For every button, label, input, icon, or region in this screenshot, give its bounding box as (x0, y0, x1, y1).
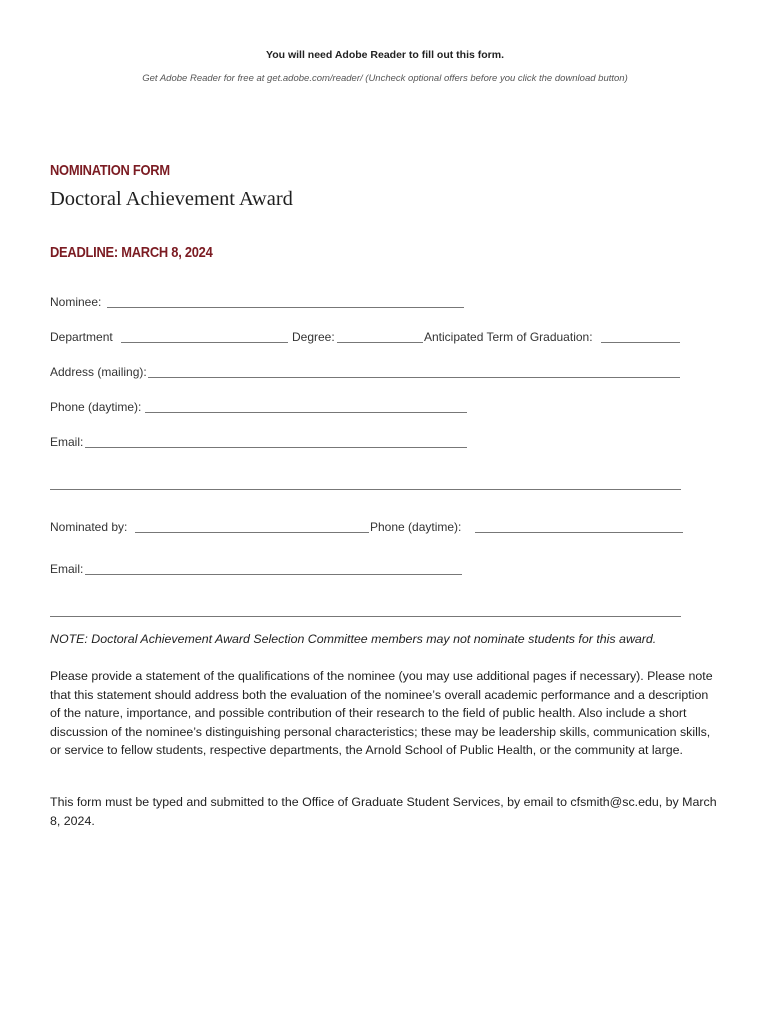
form-kicker: NOMINATION FORM (50, 162, 170, 179)
page-title: Doctoral Achievement Award (50, 188, 293, 210)
nominator-email-label: Email: (50, 562, 84, 576)
instructions-paragraph: Please provide a statement of the qualifications of the nominee (you may use additional pages if necessary). Please note that this statement should address both the evaluation of the nominee’s overall academic performance and a description of the nature, importance, and possible contribution of their research to the field of public health. Also include a short discussion of the nominee’s distinguishing personal characteristics; these may be leadership skills, communication skills, or service to fellow students, respective departments, the Arnold School of Public Health, or the community at large. (50, 669, 713, 757)
phone-field[interactable] (145, 412, 467, 413)
nominee-label: Nominee: (50, 295, 102, 309)
deadline-heading: DEADLINE: MARCH 8, 2024 (50, 244, 213, 261)
submission-info (50, 793, 722, 830)
department-field[interactable] (121, 342, 288, 343)
nominator-phone-field[interactable] (475, 532, 683, 533)
committee-note: NOTE: Doctoral Achievement Award Selection Committee members may not nominate students for this award. (50, 632, 657, 646)
email-label: Email: (50, 435, 84, 449)
section-divider (50, 489, 681, 490)
email-field[interactable] (85, 447, 467, 448)
submission-paragraph: This form must be typed and submitted to the Office of Graduate Student Services, by email to cfsmith@sc.edu, by March 8, 2024. (50, 795, 717, 828)
adobe-reader-instructions: Get Adobe Reader for free at get.adobe.com/reader/ (Uncheck optional offers before you click the download button) (142, 73, 628, 84)
graduation-label: Anticipated Term of Graduation: (424, 330, 593, 344)
nominee-field[interactable] (107, 307, 464, 308)
nominated-by-label: Nominated by: (50, 520, 128, 534)
nominator-email-field[interactable] (85, 574, 462, 575)
degree-field[interactable] (337, 342, 423, 343)
adobe-reader-notice: You will need Adobe Reader to fill out this form. (265, 49, 504, 61)
nominated-by-field[interactable] (135, 532, 369, 533)
department-label: Department (50, 330, 113, 344)
nominator-phone-label: Phone (daytime): (370, 520, 462, 534)
instructions (50, 667, 722, 760)
phone-label: Phone (daytime): (50, 400, 142, 414)
degree-label: Degree: (292, 330, 335, 344)
graduation-field[interactable] (601, 342, 680, 343)
address-label: Address (mailing): (50, 365, 147, 379)
address-field[interactable] (148, 377, 680, 378)
section-divider (50, 616, 681, 617)
